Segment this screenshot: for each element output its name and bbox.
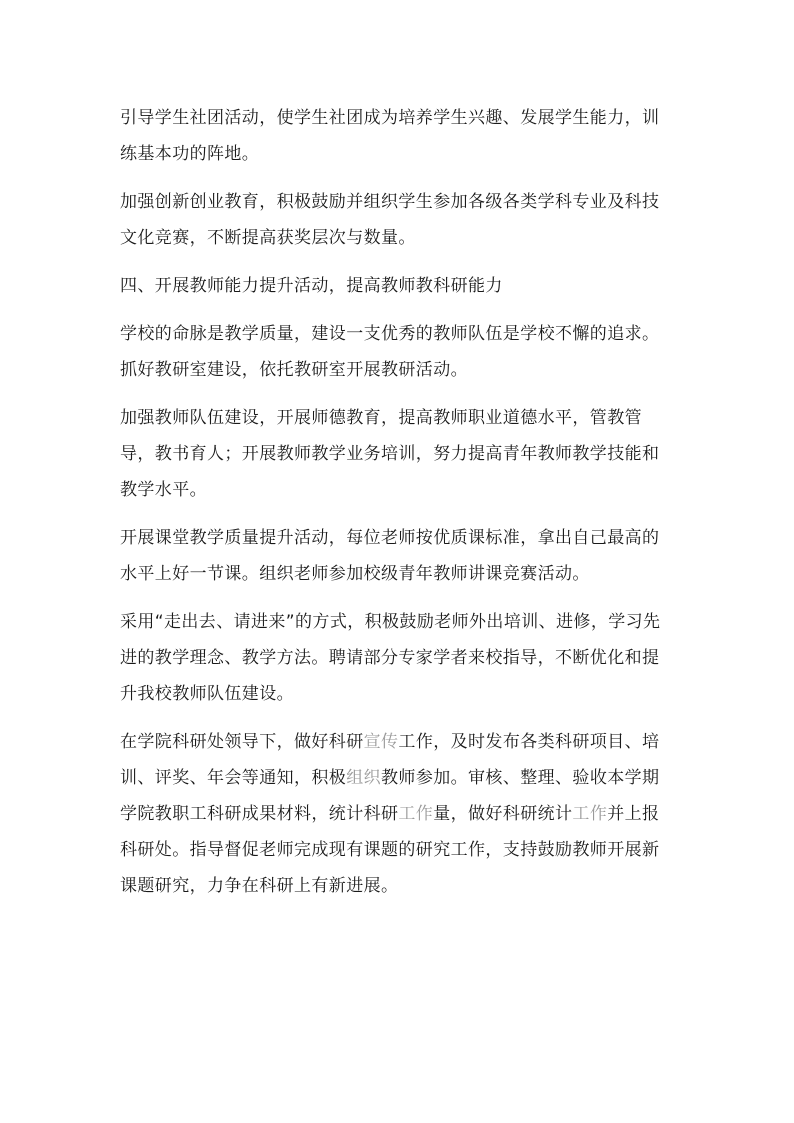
- paragraph-teacher-team: 加强教师队伍建设，开展师德教育，提高教师职业道德水平，管教管导，教书育人；开展教师教学业务培训，努力提高青年教师教学技能和教学水平。: [120, 408, 660, 500]
- paragraph-student-clubs: 引导学生社团活动，使学生社团成为培养学生兴趣、发展学生能力，训练基本功的阵地。: [120, 108, 660, 164]
- link-work-2[interactable]: 工作: [572, 804, 608, 824]
- research-text-5: 并上报科研处。指导督促老师完成现有课题的研究工作，支持鼓励教师开展新课题研究，力争在科研上有新进展。: [120, 804, 660, 896]
- paragraph-innovation-education: 加强创新创业教育，积极鼓励并组织学生参加各级各类学科专业及科技文化竞赛，不断提高获奖层次与数量。: [120, 192, 660, 248]
- section-heading-4: 四、开展教师能力提升活动，提高教师教科研能力: [120, 276, 503, 296]
- paragraph-research-office: [120, 724, 676, 904]
- link-publicity[interactable]: 宣传: [363, 732, 399, 752]
- research-text-2: 工作，及时发布各类科研项目、培训、评奖、年会等通知，积极: [120, 732, 660, 788]
- research-text-3: 教师参加。审核、整理、验收本学期学院教职工科研成果材料，统计科研: [120, 768, 660, 824]
- research-text-1: 在学院科研处领导下，做好科研: [120, 732, 364, 752]
- document-page: [120, 100, 676, 904]
- paragraph-teaching-quality: 学校的命脉是教学质量，建设一支优秀的教师队伍是学校不懈的追求。抓好教研室建设，依托教研室开展教研活动。: [120, 324, 660, 380]
- paragraph-classroom-quality: 开展课堂教学质量提升活动，每位老师按优质课标准，拿出自己最高的水平上好一节课。组织老师参加校级青年教师讲课竞赛活动。: [120, 528, 660, 584]
- link-organize[interactable]: 组织: [346, 768, 382, 788]
- link-work-1[interactable]: 工作: [398, 804, 434, 824]
- research-text-4: 量，做好科研统计: [433, 804, 573, 824]
- paragraph-go-out-invite-in: 采用“走出去、请进来”的方式，积极鼓励老师外出培训、进修，学习先进的教学理念、教学方法。聘请部分专家学者来校指导，不断优化和提升我校教师队伍建设。: [120, 612, 661, 704]
